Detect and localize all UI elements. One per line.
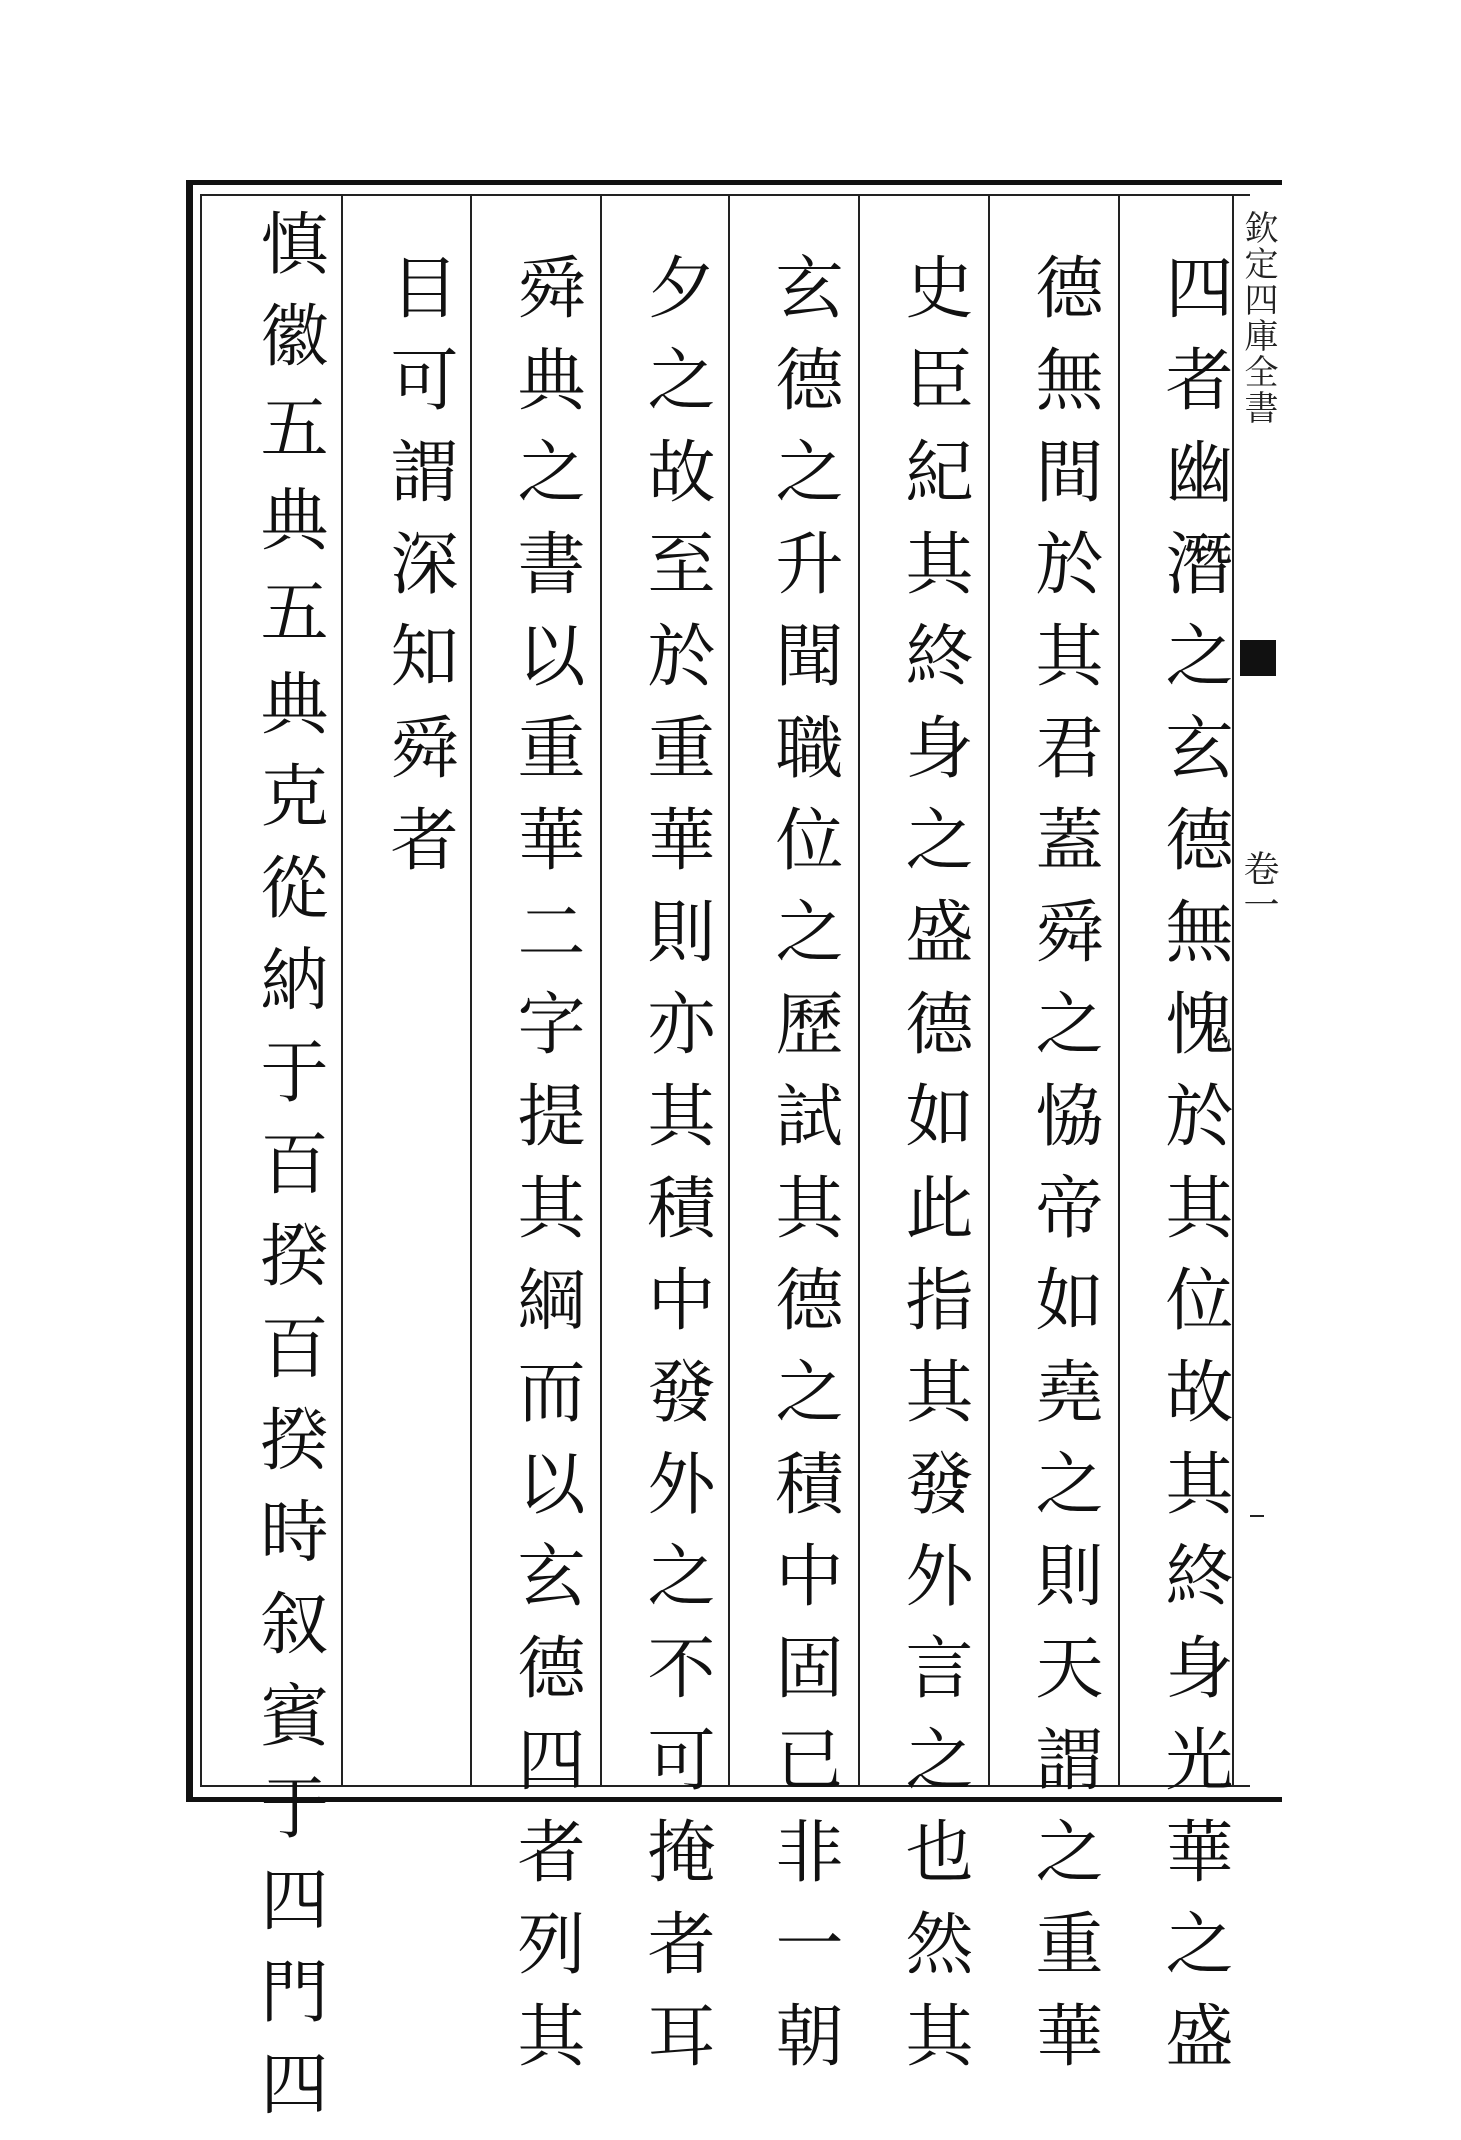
text-column-7: 目可謂深知舜者 <box>379 252 458 896</box>
text-column-8: 慎徽五典五典克從納于百揆百揆時叙賓于四門四 <box>249 208 328 2140</box>
fishtail-mark <box>1240 640 1276 676</box>
column-rule <box>1118 194 1120 1785</box>
column-rule <box>470 194 472 1785</box>
text-column-2: 德無間於其君蓋舜之恊帝如堯之則天謂之重華 <box>1024 252 1103 2092</box>
column-rule <box>728 194 730 1785</box>
inner-border-top <box>200 194 1250 196</box>
column-rule <box>600 194 602 1785</box>
text-column-6: 舜典之書以重華二字提其綱而以玄德四者列其 <box>506 252 585 2092</box>
margin-tick <box>1250 1515 1264 1517</box>
text-column-3: 史臣紀其終身之盛德如此指其發外言之也然其 <box>894 252 973 2092</box>
column-rule <box>341 194 343 1785</box>
column-rule <box>988 194 990 1785</box>
margin-title: 欽定四庫全書 <box>1238 210 1278 426</box>
margin-juan-label: 卷一 <box>1238 850 1279 922</box>
text-column-5: 夕之故至於重華則亦其積中發外之不可掩者耳 <box>636 252 715 2092</box>
column-rule <box>858 194 860 1785</box>
text-column-1: 四者幽潛之玄德無愧於其位故其終身光華之盛 <box>1154 252 1233 2092</box>
inner-border-left <box>200 194 202 1785</box>
text-column-4: 玄德之升聞職位之歷試其德之積中固已非一朝 <box>764 252 843 2092</box>
